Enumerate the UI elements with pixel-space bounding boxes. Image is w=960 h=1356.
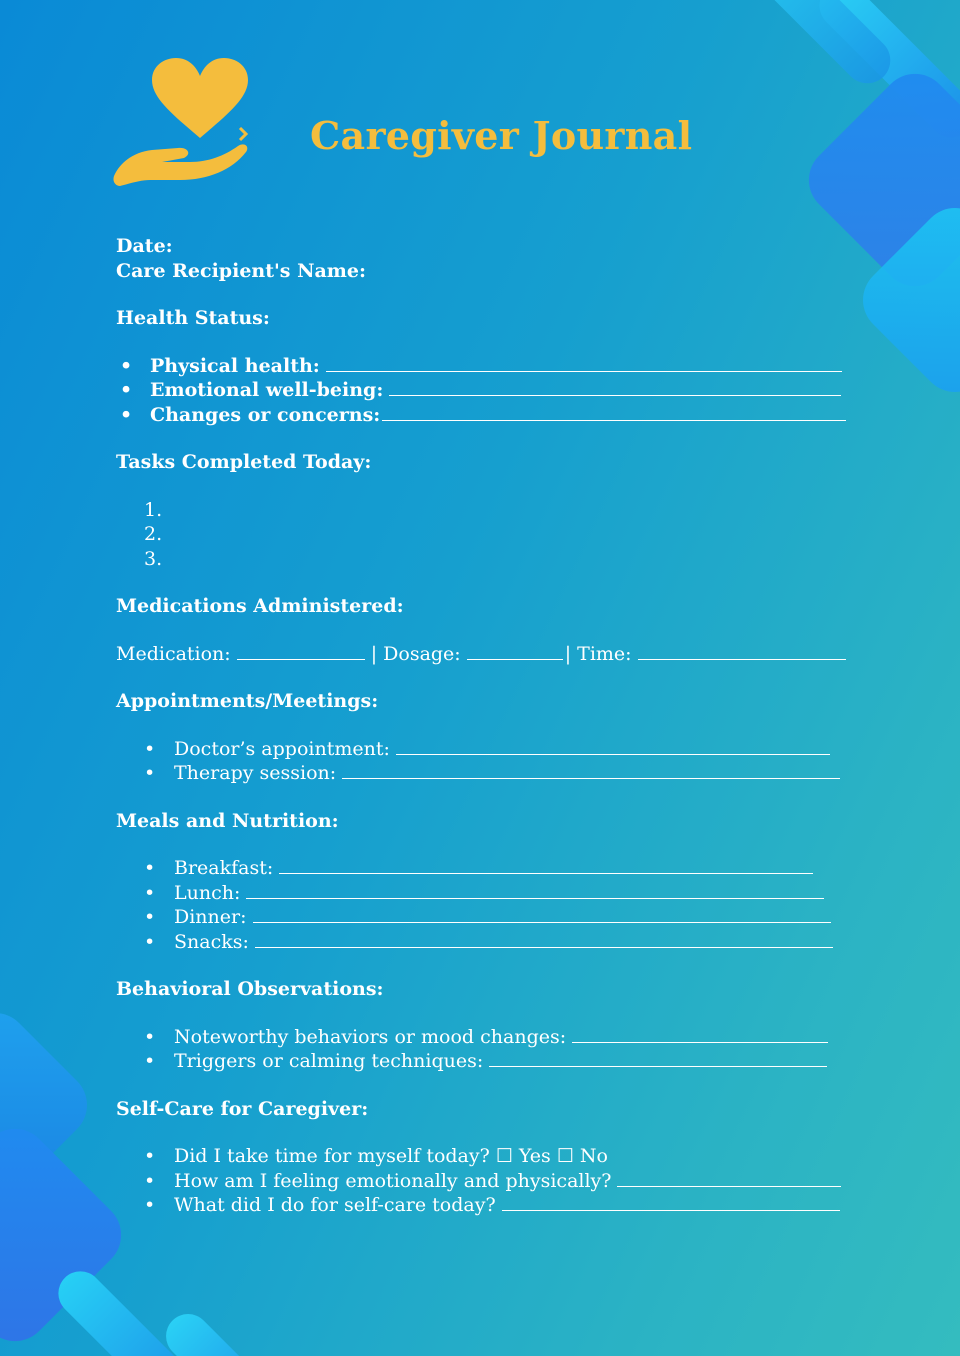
list-item[interactable]: • Did I take time for myself today? ☐ Yes ☐ No: [116, 1144, 876, 1169]
self-care-list: [116, 1144, 876, 1218]
page-title: Caregiver Journal: [310, 113, 693, 158]
doctor-appointment-input[interactable]: [396, 737, 830, 755]
appointments-heading: Appointments/Meetings:: [116, 690, 379, 712]
behavior-list: [116, 1025, 876, 1074]
list-item: • How am I feeling emotionally and physically?: [116, 1169, 876, 1194]
date-field[interactable]: Date:: [116, 235, 173, 257]
dinner-input[interactable]: [253, 905, 831, 923]
list-item[interactable]: 2.: [144, 523, 163, 545]
medication-input[interactable]: [237, 642, 365, 660]
list-item: • Emotional well-being:: [116, 378, 876, 403]
therapy-session-input[interactable]: [342, 761, 840, 779]
snacks-input[interactable]: [255, 930, 833, 948]
list-item: • What did I do for self-care today?: [116, 1193, 876, 1218]
physical-health-input[interactable]: [326, 354, 842, 372]
feeling-input[interactable]: [617, 1169, 841, 1187]
breakfast-input[interactable]: [279, 856, 813, 874]
health-status-list: [116, 354, 876, 428]
medications-heading: Medications Administered:: [116, 595, 404, 617]
appointments-list: [116, 737, 876, 786]
list-item: • Physical health:: [116, 354, 876, 379]
self-care-activity-input[interactable]: [502, 1193, 840, 1211]
dosage-input[interactable]: [467, 642, 563, 660]
emotional-wellbeing-input[interactable]: [389, 378, 841, 396]
heart-in-hand-icon: [112, 58, 252, 186]
list-item: • Noteworthy behaviors or mood changes:: [116, 1025, 876, 1050]
health-status-heading: Health Status:: [116, 307, 270, 329]
tasks-list: [116, 498, 876, 572]
meals-list: [116, 856, 876, 954]
self-care-heading: Self-Care for Caregiver:: [116, 1097, 369, 1120]
lunch-input[interactable]: [246, 881, 824, 899]
list-item: • Triggers or calming techniques:: [116, 1049, 876, 1074]
mood-changes-input[interactable]: [572, 1025, 828, 1043]
list-item[interactable]: 1.: [144, 498, 163, 521]
list-item: • Therapy session:: [116, 761, 876, 786]
list-item: • Changes or concerns:: [116, 403, 876, 428]
journal-content: [116, 234, 876, 1218]
recipient-name-field[interactable]: Care Recipient's Name:: [116, 259, 367, 282]
calming-techniques-input[interactable]: [489, 1049, 827, 1067]
list-item: • Lunch:: [116, 881, 876, 906]
decor-shape: [157, 1305, 287, 1356]
list-item[interactable]: 3.: [144, 547, 163, 570]
meals-heading: Meals and Nutrition:: [116, 809, 339, 832]
list-item: • Breakfast:: [116, 856, 876, 881]
list-item: • Snacks:: [116, 930, 876, 955]
medication-row: Medication: | Dosage: | Time:: [116, 642, 876, 667]
tasks-heading: Tasks Completed Today:: [116, 451, 372, 473]
list-item: • Doctor’s appointment:: [116, 737, 876, 762]
behavior-heading: Behavioral Observations:: [116, 978, 384, 1000]
list-item: • Dinner:: [116, 905, 876, 930]
changes-concerns-input[interactable]: [382, 403, 846, 421]
time-input[interactable]: [638, 642, 846, 660]
